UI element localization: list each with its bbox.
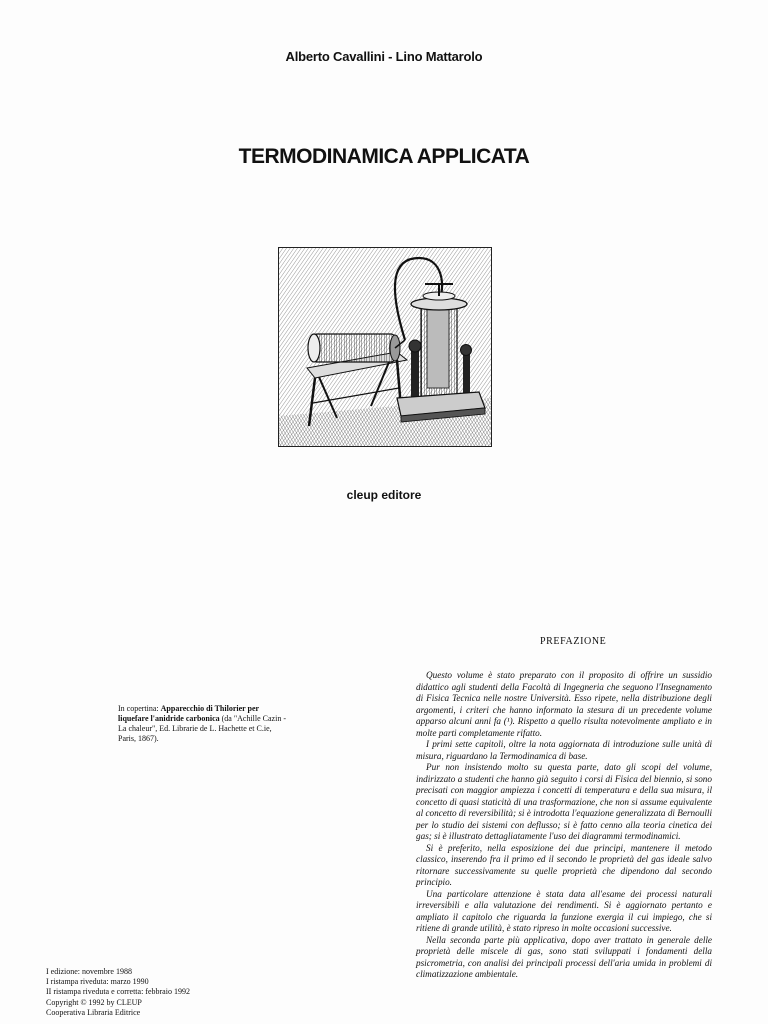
imprint-block xyxy=(46,967,190,1018)
preface-paragraph: Si è preferito, nella esposizione dei due principi, mantenere il metodo classico, inserendo fra il primo ed il secondo le proprietà del gas ideale salvo ritornare successivamente su quelle proprietà che dipendono dal secondo principio. xyxy=(416,842,712,887)
book-authors: Alberto Cavallini - Lino Mattarolo xyxy=(285,49,483,64)
thilorier-apparatus-engraving xyxy=(279,248,491,446)
preface-paragraph: Pur non insistendo molto su questa parte, dato gli scopi del volume, indirizzato a studenti che hanno già seguito i corsi di Fisica del biennio, si sono precisati con maggior ampiezza i concetti di temperatura e della sua misura, il concetto di quasi staticità di una trasformazione, che non si assume equivalente al concetto di reversibilità; si è introdotta l'equazione generalizzata di Bernoulli per lo studio dei sistemi con deflusso; si è fatto cenno alla teoria cinetica dei gas; si è illustrato dettagliatamente l'uso dei diagrammi termodinamici. xyxy=(416,762,712,841)
publisher-name: cleup editore xyxy=(346,488,422,502)
preface-heading: PREFAZIONE xyxy=(540,636,607,647)
imprint-line: I edizione: novembre 1988 xyxy=(46,967,132,976)
cover-credit-source: (da "Achille Cazin - La chaleur", Ed. Librarie de L. Hachette et C.ie, Paris, 1867). xyxy=(118,714,286,743)
imprint-line: I ristampa riveduta: marzo 1990 xyxy=(46,977,149,987)
cover-illustration xyxy=(278,247,492,447)
imprint-line: II ristampa riveduta e corretta: febbraio 1992 xyxy=(46,987,190,997)
cover-credit-subject: Apparecchio di Thilorier per liquefare l'anidride carbonica xyxy=(118,704,259,723)
preface-paragraph: Nella seconda parte più applicativa, dopo aver trattato in generale delle proprietà delle miscele di gas, sono stati sviluppati i fondamenti della psicrometria, con analisi dei principali processi dell'aria umida in problemi di climatizzazione ambientale. xyxy=(416,934,712,979)
cover-credit-prefix: In copertina: xyxy=(118,704,159,713)
imprint-line: Copyright © 1992 by CLEUP xyxy=(46,997,142,1007)
imprint-line: Cooperativa Libraria Editrice xyxy=(46,1007,141,1017)
book-title: TERMODINAMICA APPLICATA xyxy=(238,145,530,168)
preface-body xyxy=(416,670,712,981)
preface-paragraph: I primi sette capitoli, oltre la nota aggiornata di introduzione sulle unità di misura, riguardano la Termodinamica di base. xyxy=(416,739,712,761)
preface-paragraph: Una particolare attenzione è stata data all'esame dei processi naturali irreversibili e alla valutazione dei rendimenti. Si è aggiornato pertanto e ampliato il capitolo che riguarda la funzione exergia il cui impiego, che si ritiene di grande utilità, è stato ripreso in molte occasioni successive. xyxy=(416,888,712,933)
preface-paragraph: Questo volume è stato preparato con il proposito di offrire un sussidio didattico agli studenti della Facoltà di Ingegneria che seguono l'Insegnamento di Fisica Tecnica nelle nostre Università. Esso ripete, nella distribuzione degli argomenti, i criteri che hanno informato la stesura di un precedente volume apparso alcuni anni fa (¹). Rispetto a quello risulta notevolmente ampliato e in molte parti completamente rifatto. xyxy=(416,670,712,738)
cover-credit-note xyxy=(118,704,288,744)
